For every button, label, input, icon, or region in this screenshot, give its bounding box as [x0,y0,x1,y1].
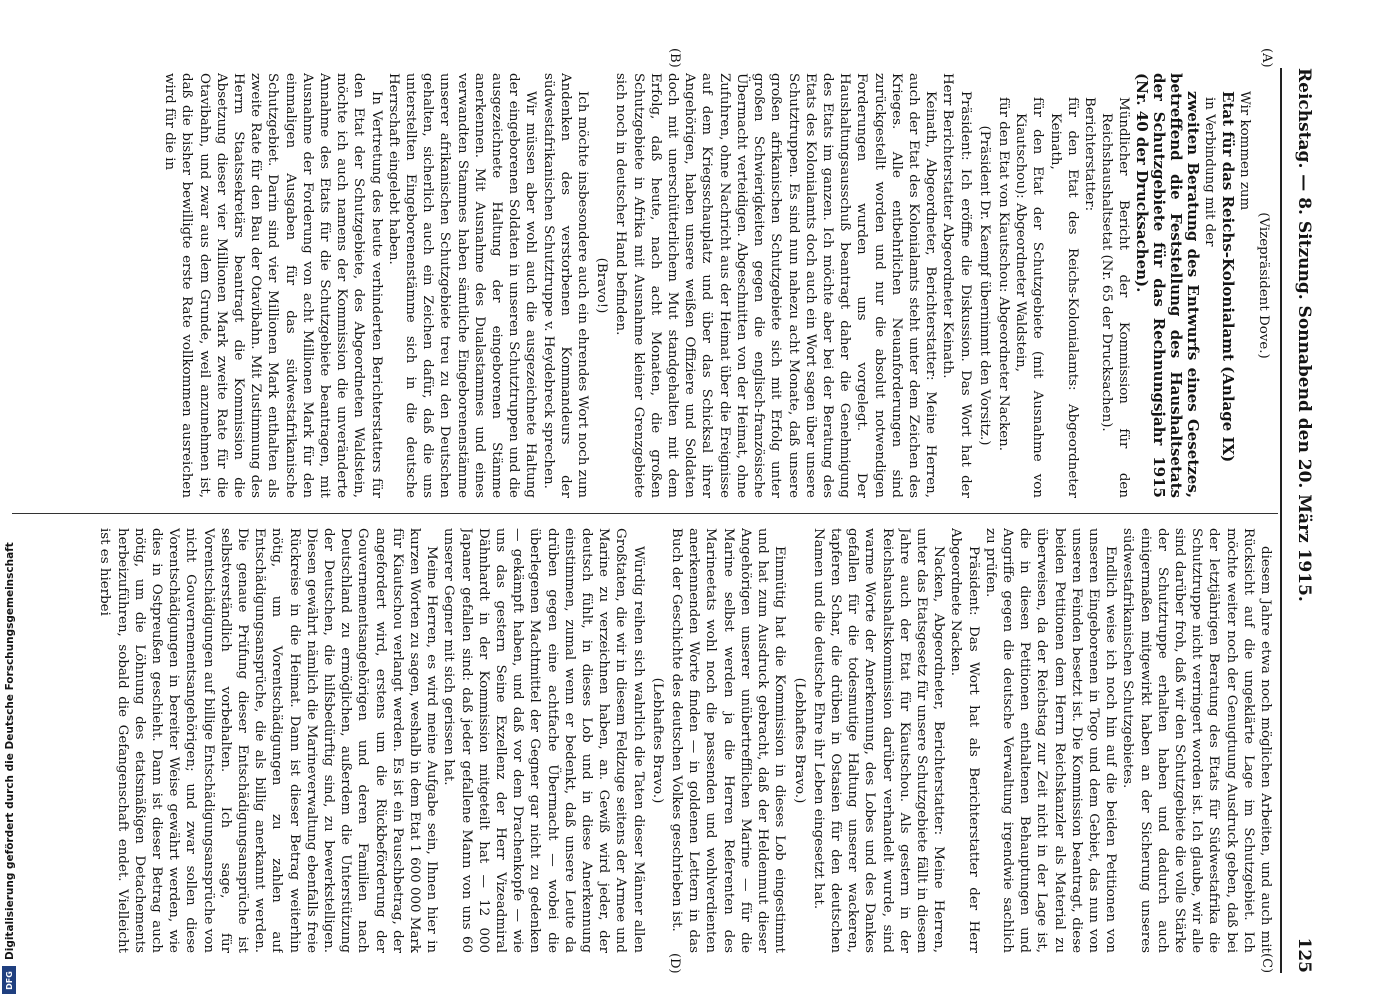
paragraph: Endlich weise ich noch hin auf die beiden Petitionen von unseren Eingeborenen in Togo und dem Gebiet, das nun von unseren Feinden besetzt ist. Die Kommission beantragt, diese beiden Petitionen dem Herrn Reichskanzler als Material zu überweisen, da der Reichstag zur Zeit nicht in der Lage ist, die in diesen Petitionen enthaltenen Behauptungen und Angriffe gegen die deutsche Verwaltung irgendwie sachlich zu prüfen. [982,528,1119,953]
running-head: Reichstag. — 8. Sitzung. Sonnabend den 20. März 1915. [1294,68,1314,602]
paragraph: Mündlicher Bericht der Kommission für den Reichshaushaltsetat (Nr. 65 der Drucksachen). [1099,97,1132,498]
interjection: (Vizepräsident Dove.) [1256,212,1271,359]
margin-marker-a: (A) [1259,48,1274,68]
paragraph: Berichterstatter: [1081,97,1097,212]
paragraph: Meine Herren, es wird meine Aufgabe sein, Ihnen hier in kurzen Worten zu sagen, weshalb in dem Etat 1 600 000 Mark für Kiautschou verlangt werden. Es ist ein Pauschbetrag, der angefordert wird, erstens um die Rückbeförderung der Gouvernementsangehörigen und deren Familien nach Deutschland zu ermöglichen, außerdem die Unterstützung der Deutschen, die hilfsbedürftig sind, zu bewerkstelligen. Diesen gewährt nämlich die Marineverwaltung ebenfalls freie Rückreise in die Heimat. Dann ist dieser Betrag weiterhin nötig, um Vorentschädigungen zu zahlen auf Entschädigungsansprüche, die als billig anerkannt werden. Die genaue Prüfung dieser Entschädigungsansprüche ist selbstverständlich vorbehalten. Ich sage, für Vorentschädigungen auf billige Entschädigungsansprüche von nicht Gouvernementsangehörigen; und zwar sollen diese Vorentschädigungen in bereiter Weise gewährt werden, wie dies in Ostpreußen geschieht. Dann ist dieser Betrag auch nötig, um die Löhnung des etatsmäßigen Detachements herbeizuführen, sobald die Gefangenschaft endet. Vielleicht ist es hierbei [97,528,440,953]
paragraph: in Verbindung mit der [1202,97,1218,247]
page-number: 125 [1294,937,1314,973]
credit-text: Digitalisierung gefördert durch die Deutsche Forschungsgemeinschaft [4,542,16,960]
section-title: zweiten Beratung des Entwurfs eines Gesetzes, betreffend die Feststellung des Haushaltsetats der Schutzgebiete für das Rechnungsjahr 1915 (Nr. 40 der Drucksachen). [1132,73,1203,498]
interjection: (Präsident Dr. Kaempf übernimmt den Vorsitz.) [976,125,992,446]
paragraph: Nacken, Abgeordneter, Berichterstatter: Meine Herren, unter das Etatsgesetz für unsere Schutzgebiete fällt in diesem Jahre auch der Etat für Kiautschou. Als gestern in der Reichshaushaltskommission darüber verhandelt wurde, sind warme Worte der Anerkennung, des Lobes und des Dankes gefallen für die todesmutige Haltung unserer wackeren, tapferen Schar, die drüben in Ostasien für den deutschen Namen und die deutsche Ehre ihr Leben eingesetzt hat. [810,528,947,953]
column-divider [12,513,1278,514]
margin-marker-c: (C) [1259,953,1274,974]
paragraph: für den Etat der Schutzgebiete (mit Ausnahme von Kiautschou): Abgeordneter Waldstein, [1013,97,1046,498]
paragraph: Würdig reihen sich wahrlich die Taten dieser Männer allen Großtaten, die wir in diesem Feldzuge seitens der Armee und Marine zu verzeichnen haben, an. Gewiß wird jeder, der deutsch fühlt, in dieses Lob und in diese Anerkennung einstimmen, zumal wenn er bedenkt, daß unsere Leute da drüben gegen eine achtfache Übermacht — wobei die überlegenen Machtmittel der Gegner gar nicht zu gedenken — gekämpft haben, und daß vor dem Drachenkopfe — wie uns das gestern Seine Exzellenz der Herr Vizeadmiral Dähnhardt in der Kommission mitgeteilt hat — 12 000 Japaner gefallen sind: daß jeder gefallene Mann von uns 60 unserer Gegner mit sich gerissen hat. [441,528,646,953]
paragraph: Ich möchte insbesondere auch ein ehrendes Wort noch zum Andenken des verstorbenen Kommandeurs der südwestafrikanischen Schutztruppe v. Heydebreck sprechen. [540,73,591,498]
page-header [1280,68,1322,973]
dfg-logo: DFG [2,966,16,994]
section-title: Etat für das Reichs-Kolonialamt (Anlage IX) [1218,91,1237,463]
margin-marker-b: (B) [667,48,682,68]
margin-marker-d: (D) [667,953,682,974]
interjection: (Bravo!) [594,257,610,314]
interjection: (Lebhaftes Bravo.) [791,677,807,804]
paragraph: Wir kommen zum [1236,91,1252,211]
digitization-credit [0,0,20,1000]
interjection: (Lebhaftes Bravo.) [649,677,665,804]
paragraph: Präsident: Ich eröffne die Diskussion. Das Wort hat der Herr Berichterstatter Abgeordneter Keinath. [940,73,973,498]
right-column [12,528,1274,953]
rotated-page [12,48,1322,988]
paragraph: In Vertretung des heute verhinderten Berichterstatters für den Etat der Schutzgebiete, des Abgeordneten Waldstein, möchte ich auch namens der Kommission die unveränderte Annahme des Etats für die Schutzgebiete beantragen, mit Ausnahme der Forderung von acht Millionen Mark für den einmaligen Ausgaben für das südwestafrikanische Schutzgebiet. Darin sind vier Millionen Mark enthalten als zweite Rate für den Bau der Otavibahn. Mit Zustimmung des Herrn Staatssekretärs beantragt die Kommission die Absetzung dieser vier Millionen Mark zweite Rate für die Otavibahn, und zwar aus dem Grunde, weil anzunehmen ist, daß die bisher bewilligte erste Rate vollkommen ausreichen wird für die in [162,73,384,498]
paragraph: für den Etat von Kiautschou: Abgeordneter Nacken. [995,97,1011,452]
paragraph: Präsident: Das Wort hat als Berichterstatter der Herr Abgeordnete Nacken. [948,528,981,953]
paragraph: Wir müssen aber wohl auch die ausgezeichnete Haltung der eingeborenen Soldaten in unseren Schutztruppen und die ausgezeichnete Haltung der eingeborenen Stämme anerkennen. Mit Ausnahme des Dualastammes und eines verwandten Stammes haben sämtliche Eingeborenenstämme unserer afrikanischen Schutzgebiete treu zu den Deutschen gehalten, sicherlich auch ein Zeichen dafür, daß die uns unterstellten Eingeborenenstämme sich in die deutsche Herrschaft eingelebt haben. [385,73,539,498]
paragraph: Keinath, Abgeordneter, Berichterstatter: Meine Herren, auch der Etat des Kolonialamts steht unter dem Zeichen des Krieges. Alle entbehrlichen Neuanforderungen sind zurückgestellt worden und nur die absolut notwendigen Forderungen wurden uns vorgelegt. Der Haushaltungsausschuß beantragt daher die Genehmigung des Etats im ganzen. Ich möchte aber bei der Beratung des Etats des Kolonialamts doch auch ein Wort sagen über unsere Schutztruppen. Es sind nun nahezu acht Monate, daß unsere großen afrikanischen Schutzgebiete sich mit Erfolg unter großen Schwierigkeiten gegen die englisch-französische Übermacht verteidigen. Abgeschnitten von der Heimat, ohne Zufuhren, ohne Nachricht aus der Heimat über die Ereignisse auf dem Kriegsschauplatz und über das Schicksal ihrer Angehörigen, haben unsere weißen Offiziere und Soldaten doch mit unerschütterlichem Mut standgehalten mit dem Erfolg, daß heute, nach acht Monaten, die großen Schutzgebiete in Afrika mit Ausnahme kleiner Grenzgebiete sich noch in deutscher Hand befinden. [613,73,939,498]
paragraph: diesem Jahre etwa noch möglichen Arbeiten, und auch mit Rücksicht auf die ungeklärte Lage im Schutzgebiet. Ich möchte weiter noch der Genugtuung Ausdruck geben, daß bei der letztjährigen Beratung des Etats für Südwestafrika die Schutztruppe nicht verringert worden ist. Ich glaube, wir alle sind darüber froh, daß wir den Schutzgebiete die volle Stärke der Schutztruppe erhalten haben und dadurch auch einigermaßen mitgewirkt haben an der Sicherung unseres südwestafrikanischen Schutzgebietes. [1120,528,1273,953]
paragraph: für den Etat des Reichs-Kolonialamts: Abgeordneter Keinath, [1047,97,1080,498]
paragraph: Einmütig hat die Kommission in dieses Lob eingestimmt und hat zum Ausdruck gebracht, daß der Heldenmut dieser Angehörigen unserer unübertrefflichen Marine — für die Marine selbst werden ja die Herren Referenten des Marineetats wohl noch die passenden und wohlverdienten anerkennenden Worte finden — in goldenen Lettern in das Buch der Geschichte des deutschen Volkes geschrieben ist. [669,528,788,953]
left-column [12,73,1274,498]
